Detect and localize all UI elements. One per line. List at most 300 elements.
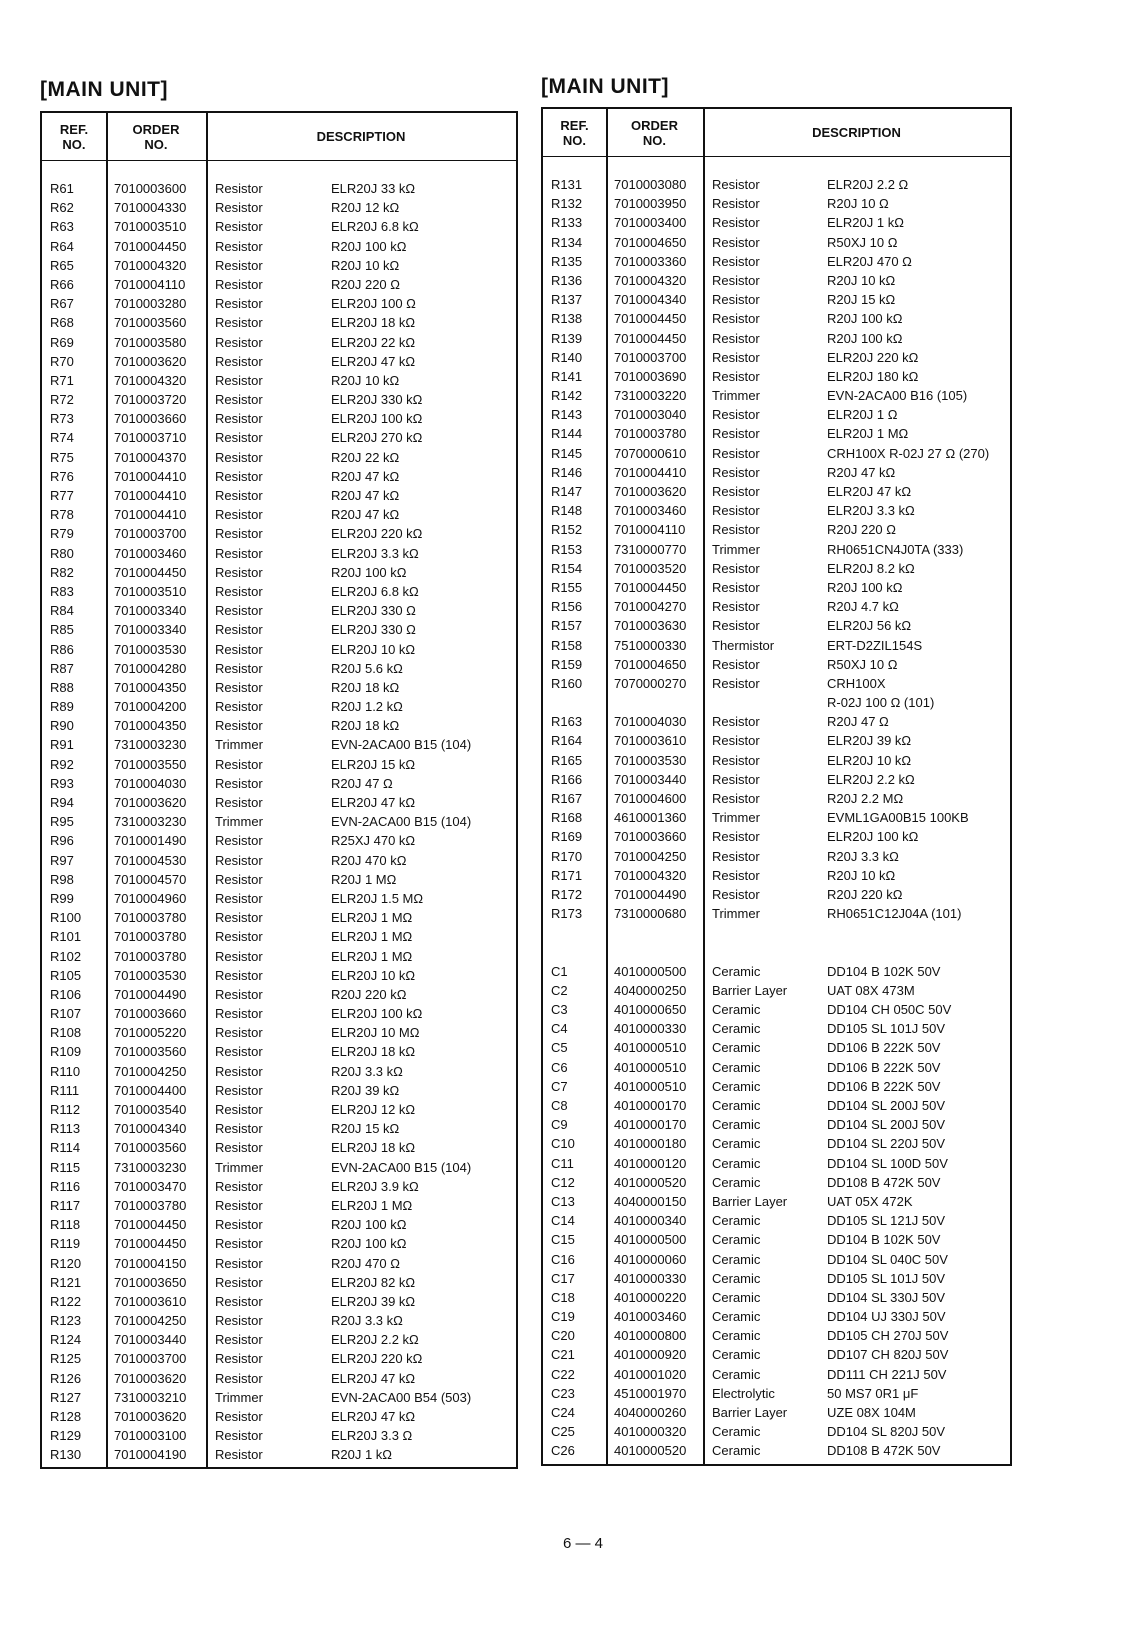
- order-no: 7010003040: [614, 407, 687, 423]
- part-type: Ceramic: [712, 1078, 761, 1094]
- part-spec: ELR20J 18 kΩ: [331, 1044, 416, 1060]
- order-no: 7010003510: [114, 583, 187, 599]
- order-no: 7010004450: [114, 564, 187, 580]
- order-no: 7010003280: [114, 296, 187, 312]
- ref-no: C14: [551, 1213, 575, 1229]
- part-type: Resistor: [712, 867, 760, 883]
- part-spec: R50XJ 10 Ω: [827, 234, 898, 250]
- part-type: Resistor: [215, 756, 263, 772]
- part-type: Resistor: [712, 886, 760, 902]
- part-type: Resistor: [712, 848, 760, 864]
- part-spec: EVN-2ACA00 B15 (104): [331, 1159, 472, 1175]
- table-row: [42, 601, 516, 620]
- order-no: 7010003100: [114, 1428, 187, 1444]
- table-row: [543, 367, 1010, 386]
- ref-no: R79: [50, 526, 74, 542]
- ref-no: R76: [50, 468, 74, 484]
- order-no: 7010003650: [114, 1274, 187, 1290]
- order-no: 7010003530: [114, 641, 187, 657]
- ref-no: C10: [551, 1136, 575, 1152]
- part-spec: DD106 B 222K 50V: [827, 1040, 941, 1056]
- part-type: Ceramic: [712, 1213, 761, 1229]
- ref-no: R66: [50, 276, 74, 292]
- ref-no: R136: [551, 272, 583, 288]
- part-spec: DD104 SL 220J 50V: [827, 1136, 946, 1152]
- table-row: [42, 1004, 516, 1023]
- part-type: Resistor: [215, 852, 263, 868]
- part-spec: ELR20J 1 MΩ: [331, 948, 413, 964]
- table-row: [543, 1384, 1010, 1403]
- table-row: [42, 947, 516, 966]
- part-type: Resistor: [215, 967, 263, 983]
- part-type: Resistor: [215, 392, 263, 408]
- part-spec: DD108 B 472K 50V: [827, 1174, 941, 1190]
- table-row: [543, 981, 1010, 1000]
- table-row: [42, 371, 516, 390]
- part-type: Trimmer: [712, 810, 760, 826]
- ref-no: R126: [50, 1370, 82, 1386]
- ref-no: R121: [50, 1274, 82, 1290]
- ref-no: R77: [50, 488, 74, 503]
- table-row: [42, 1445, 516, 1464]
- ref-no: R128: [50, 1409, 82, 1424]
- part-spec: ELR20J 2.2 kΩ: [827, 771, 915, 787]
- part-type: Resistor: [215, 1274, 263, 1290]
- part-spec: R20J 220 kΩ: [827, 886, 903, 902]
- order-no: 7010003950: [614, 196, 687, 212]
- order-no: 4040000250: [614, 982, 687, 998]
- ref-no: R148: [551, 503, 583, 519]
- table-row: [42, 448, 516, 467]
- ref-no: R120: [50, 1255, 82, 1271]
- part-spec: DD105 SL 101J 50V: [827, 1270, 946, 1286]
- part-type: Resistor: [215, 1351, 263, 1367]
- part-spec: R20J 47 Ω: [331, 775, 393, 791]
- ref-no: R92: [50, 756, 74, 772]
- ref-no: C25: [551, 1424, 575, 1440]
- order-no: 7010004410: [114, 488, 187, 503]
- ref-no: R98: [50, 871, 74, 887]
- ref-no: R169: [551, 829, 583, 845]
- table-row: [42, 1119, 516, 1138]
- part-spec: R20J 100 kΩ: [331, 564, 407, 580]
- ref-no: R166: [551, 771, 583, 787]
- table-row: [42, 313, 516, 332]
- order-no: 4010000500: [614, 963, 687, 979]
- table-row: [42, 1215, 516, 1234]
- table-row: [42, 486, 516, 505]
- part-type: Ceramic: [712, 1309, 761, 1325]
- part-type: Resistor: [712, 675, 760, 691]
- part-type: Trimmer: [215, 1159, 263, 1175]
- part-type: Resistor: [215, 353, 263, 369]
- part-type: Resistor: [215, 910, 263, 926]
- order-no: 7010003600: [114, 181, 187, 196]
- part-type: Resistor: [712, 445, 760, 461]
- part-spec: R20J 10 kΩ: [827, 867, 896, 883]
- part-type: Resistor: [215, 181, 263, 196]
- header-description: DESCRIPTION: [812, 125, 901, 140]
- part-spec: DD111 CH 221J 50V: [827, 1366, 947, 1382]
- order-no: 7010003780: [114, 1197, 187, 1213]
- ref-no: R152: [551, 522, 583, 538]
- part-spec: R20J 18 kΩ: [331, 679, 400, 695]
- table-row: [543, 962, 1010, 981]
- part-spec: R20J 22 kΩ: [331, 449, 400, 465]
- ref-no: R117: [50, 1197, 81, 1213]
- part-type: Resistor: [215, 1006, 263, 1022]
- part-spec: ELR20J 220 kΩ: [331, 526, 423, 542]
- part-type: Resistor: [215, 1313, 263, 1329]
- table-row: [42, 1426, 516, 1445]
- part-type: Resistor: [215, 1102, 263, 1117]
- table-row: [543, 1422, 1010, 1441]
- ref-no: R95: [50, 814, 74, 830]
- order-no: 4010000320: [614, 1424, 687, 1440]
- table-row: [42, 333, 516, 352]
- table-row: [42, 352, 516, 371]
- order-no: 7010004650: [614, 234, 687, 250]
- table-row: [42, 755, 516, 774]
- header-order-no: ORDER NO.: [132, 121, 180, 152]
- part-spec: ELR20J 1 MΩ: [827, 426, 909, 442]
- table-row: [543, 1288, 1010, 1307]
- ref-no: R112: [50, 1102, 81, 1117]
- part-type: Resistor: [712, 656, 760, 672]
- ref-no: R144: [551, 426, 583, 442]
- table-row: [543, 1038, 1010, 1057]
- part-type: Resistor: [712, 234, 760, 250]
- part-spec: R20J 3.3 kΩ: [331, 1063, 403, 1079]
- ref-no: R93: [50, 775, 74, 791]
- order-no: 4010000920: [614, 1347, 687, 1363]
- ref-no: R85: [50, 622, 74, 638]
- table-row: [543, 1096, 1010, 1115]
- table-row: [543, 252, 1010, 271]
- order-no: 7010003540: [114, 1102, 187, 1117]
- order-no: 7010003530: [114, 967, 187, 983]
- table-row: [42, 198, 516, 217]
- part-spec: ELR20J 47 kΩ: [827, 484, 912, 499]
- table-row: [543, 1058, 1010, 1077]
- part-spec: ELR20J 100 kΩ: [331, 1006, 423, 1022]
- order-no: 4010000500: [614, 1232, 687, 1248]
- part-type: Resistor: [712, 522, 760, 538]
- part-type: Ceramic: [712, 1366, 761, 1382]
- part-type: Resistor: [215, 1044, 263, 1060]
- ref-no: R106: [50, 986, 82, 1002]
- ref-no: R167: [551, 791, 583, 806]
- table-row: [543, 271, 1010, 290]
- ref-no: R111: [50, 1082, 80, 1098]
- part-type: Resistor: [215, 1428, 263, 1444]
- part-spec: R20J 4.7 kΩ: [827, 599, 899, 615]
- table-row: [543, 1230, 1010, 1249]
- ref-no: R61: [50, 181, 74, 196]
- ref-no: R138: [551, 311, 583, 327]
- part-type: Resistor: [215, 1255, 263, 1271]
- right-table-body: [543, 175, 1010, 1461]
- part-spec: R20J 3.3 kΩ: [827, 848, 899, 864]
- table-header: [543, 109, 1010, 157]
- order-no: 7010004030: [114, 775, 187, 791]
- part-type: Resistor: [712, 560, 760, 576]
- order-no: 7010003560: [114, 1140, 187, 1156]
- part-type: Resistor: [215, 296, 263, 312]
- table-row: [543, 444, 1010, 463]
- ref-no: C23: [551, 1385, 575, 1401]
- table-row: [42, 1177, 516, 1196]
- order-no: 7010003400: [614, 215, 687, 231]
- ref-no: C3: [551, 1002, 568, 1018]
- order-no: 4040000150: [614, 1193, 687, 1209]
- order-no: 7010003520: [614, 560, 687, 576]
- table-row: [543, 636, 1010, 655]
- table-row: [42, 1273, 516, 1292]
- part-spec: R20J 100 kΩ: [827, 330, 903, 346]
- table-row: [42, 1369, 516, 1388]
- right-section-title: [MAIN UNIT]: [541, 75, 669, 98]
- table-row: [42, 390, 516, 409]
- part-spec: R20J 47 kΩ: [827, 464, 896, 480]
- ref-no: R68: [50, 315, 74, 331]
- part-spec: ELR20J 56 kΩ: [827, 618, 912, 634]
- part-spec: UAT 05X 472K: [827, 1193, 913, 1209]
- ref-no: R80: [50, 545, 74, 561]
- table-row: [543, 482, 1010, 501]
- table-row: [543, 1269, 1010, 1288]
- part-spec: R20J 10 kΩ: [827, 272, 896, 288]
- part-type: Resistor: [215, 545, 263, 561]
- table-row: [543, 309, 1010, 328]
- table-row: [543, 290, 1010, 309]
- part-spec: ELR20J 8.2 kΩ: [827, 560, 915, 576]
- order-no: 4010000520: [614, 1443, 687, 1459]
- order-no: 4010001020: [614, 1366, 687, 1382]
- ref-no: C16: [551, 1251, 575, 1267]
- part-spec: ELR20J 100 kΩ: [827, 829, 919, 845]
- part-spec: ELR20J 18 kΩ: [331, 315, 416, 331]
- ref-no: R109: [50, 1044, 82, 1060]
- part-spec: DD105 SL 101J 50V: [827, 1021, 946, 1037]
- ref-no: R107: [50, 1006, 82, 1022]
- part-spec: EVML1GA00B15 100KB: [827, 810, 969, 826]
- order-no: 4010000180: [614, 1136, 687, 1152]
- part-spec: R20J 47 kΩ: [331, 507, 400, 523]
- part-type: Resistor: [712, 426, 760, 442]
- table-row: [42, 428, 516, 447]
- part-spec: ELR20J 1.5 MΩ: [331, 890, 424, 906]
- part-type: Ceramic: [712, 1021, 761, 1037]
- part-spec: ELR20J 15 kΩ: [331, 756, 416, 772]
- ref-no: R110: [50, 1063, 81, 1079]
- table-row: [543, 885, 1010, 904]
- table-row: [543, 540, 1010, 559]
- order-no: 7010004450: [614, 311, 687, 327]
- part-type: Resistor: [215, 699, 263, 715]
- order-no: 7010003620: [614, 484, 687, 499]
- table-row: [543, 559, 1010, 578]
- ref-no: R65: [50, 257, 74, 273]
- ref-no: R147: [551, 484, 583, 499]
- part-type: Resistor: [215, 603, 263, 619]
- ref-no: R173: [551, 906, 583, 922]
- part-spec: DD104 B 102K 50V: [827, 1232, 941, 1248]
- ref-no: R72: [50, 392, 74, 408]
- part-type: Resistor: [712, 311, 760, 327]
- order-no: 7010004110: [614, 522, 686, 538]
- header-description: DESCRIPTION: [316, 129, 406, 144]
- ref-no: R164: [551, 733, 583, 749]
- order-no: 7010005220: [114, 1025, 187, 1041]
- part-spec: ELR20J 1 MΩ: [331, 1197, 413, 1213]
- part-spec: RH0651C12J04A (101): [827, 906, 962, 922]
- ref-no: R90: [50, 718, 74, 734]
- order-no: 7010004350: [114, 718, 187, 734]
- ref-no: R159: [551, 656, 583, 672]
- ref-no: R82: [50, 564, 74, 580]
- order-no: 4010000340: [614, 1213, 687, 1229]
- order-no: 7010004110: [114, 276, 186, 292]
- ref-no: R113: [50, 1121, 81, 1137]
- order-no: 7010003470: [114, 1178, 187, 1194]
- ref-no: R137: [551, 292, 583, 308]
- ref-no: R69: [50, 334, 74, 350]
- ref-no: R146: [551, 464, 583, 480]
- order-no: 7010004150: [114, 1255, 187, 1271]
- table-row: [543, 405, 1010, 424]
- order-no: 4010000170: [614, 1117, 687, 1133]
- part-type: Resistor: [215, 1197, 263, 1213]
- order-no: 4010000330: [614, 1270, 687, 1286]
- part-spec: ELR20J 2.2 kΩ: [331, 1332, 419, 1348]
- table-row: [42, 678, 516, 697]
- ref-no: R139: [551, 330, 583, 346]
- table-row: [42, 1023, 516, 1042]
- part-type: Resistor: [215, 430, 263, 446]
- ref-no: R105: [50, 967, 82, 983]
- table-row: [543, 1326, 1010, 1345]
- part-spec: ELR20J 1 MΩ: [331, 910, 413, 926]
- part-type: Resistor: [215, 795, 263, 810]
- part-type: Resistor: [215, 986, 263, 1002]
- order-no: 7010003700: [614, 349, 687, 365]
- part-spec: R20J 47 kΩ: [331, 468, 400, 484]
- ref-no: C7: [551, 1078, 568, 1094]
- order-no: 7010004320: [614, 867, 687, 883]
- order-no: 7010004450: [114, 238, 187, 254]
- part-type: Ceramic: [712, 1174, 761, 1190]
- table-row: [543, 1250, 1010, 1269]
- table-row: [543, 1134, 1010, 1153]
- order-no: 7010003460: [614, 503, 687, 519]
- table-row: [543, 1307, 1010, 1326]
- order-no: 7010004250: [614, 848, 687, 864]
- ref-no: R75: [50, 449, 74, 465]
- table-row: [543, 693, 1010, 712]
- left-table-body: [42, 179, 516, 1465]
- order-no: 7010004400: [114, 1082, 187, 1098]
- table-row: [543, 616, 1010, 635]
- part-type: Resistor: [215, 200, 263, 216]
- page-number: 6 — 4: [562, 1535, 604, 1552]
- part-spec: R20J 100 kΩ: [331, 238, 407, 254]
- ref-no: R101: [50, 929, 82, 945]
- part-spec: ELR20J 100 kΩ: [331, 411, 423, 427]
- order-no: 7010004320: [614, 272, 687, 288]
- order-no: 7310003230: [114, 814, 187, 830]
- part-spec: ELR20J 6.8 kΩ: [331, 219, 419, 235]
- part-type: Resistor: [215, 1140, 263, 1156]
- part-type: Ceramic: [712, 1098, 761, 1113]
- ref-no: R86: [50, 641, 74, 657]
- part-type: Ceramic: [712, 1232, 761, 1248]
- ref-no: R63: [50, 219, 74, 235]
- table-row: [543, 463, 1010, 482]
- table-row: [42, 1330, 516, 1349]
- table-row: [42, 908, 516, 927]
- part-spec: R20J 10 kΩ: [331, 257, 400, 273]
- part-type: Ceramic: [712, 1040, 761, 1056]
- part-spec: R20J 3.3 kΩ: [331, 1313, 403, 1329]
- table-row: [543, 943, 1010, 962]
- part-type: Resistor: [215, 219, 263, 235]
- ref-no: C26: [551, 1443, 575, 1459]
- left-section-title: [MAIN UNIT]: [40, 78, 168, 101]
- table-row: [42, 294, 516, 313]
- order-no: 7010004960: [114, 890, 187, 906]
- part-type: Ceramic: [712, 1270, 761, 1286]
- table-row: [543, 1115, 1010, 1134]
- part-spec: ELR20J 1 MΩ: [331, 929, 413, 945]
- part-spec: R25XJ 470 kΩ: [331, 833, 416, 849]
- ref-no: R122: [50, 1293, 82, 1309]
- part-spec: ELR20J 39 kΩ: [827, 733, 912, 749]
- part-spec: DD104 SL 040C 50V: [827, 1251, 948, 1267]
- order-no: 7010004410: [614, 464, 687, 480]
- order-no: 4010000520: [614, 1174, 687, 1190]
- table-row: [42, 1081, 516, 1100]
- part-spec: ELR20J 330 Ω: [331, 603, 416, 619]
- ref-no: R115: [50, 1159, 81, 1175]
- ref-no: R108: [50, 1025, 82, 1041]
- ref-no: R124: [50, 1332, 82, 1348]
- ref-no: R71: [50, 372, 74, 388]
- ref-no: R143: [551, 407, 583, 423]
- ref-no: C1: [551, 963, 568, 979]
- order-no: 7010003550: [114, 756, 187, 772]
- part-spec: DD104 B 102K 50V: [827, 963, 941, 979]
- part-spec: DD104 SL 200J 50V: [827, 1117, 946, 1133]
- part-type: Resistor: [712, 368, 760, 384]
- table-row: [42, 179, 516, 198]
- order-no: 4010003460: [614, 1309, 687, 1325]
- part-spec: ELR20J 47 kΩ: [331, 1409, 416, 1424]
- ref-no: R114: [50, 1140, 81, 1156]
- table-row: [543, 1173, 1010, 1192]
- order-no: 7010004600: [614, 791, 687, 806]
- table-row: [543, 597, 1010, 616]
- ref-no: R116: [50, 1178, 81, 1194]
- part-spec: DD105 SL 121J 50V: [827, 1213, 946, 1229]
- table-row: [543, 1192, 1010, 1211]
- part-type: Resistor: [215, 1409, 263, 1424]
- order-no: 4010000330: [614, 1021, 687, 1037]
- part-spec: ERT-D2ZIL154S: [827, 637, 923, 653]
- table-row: [543, 520, 1010, 539]
- table-row: [42, 620, 516, 639]
- part-type: Ceramic: [712, 1117, 761, 1133]
